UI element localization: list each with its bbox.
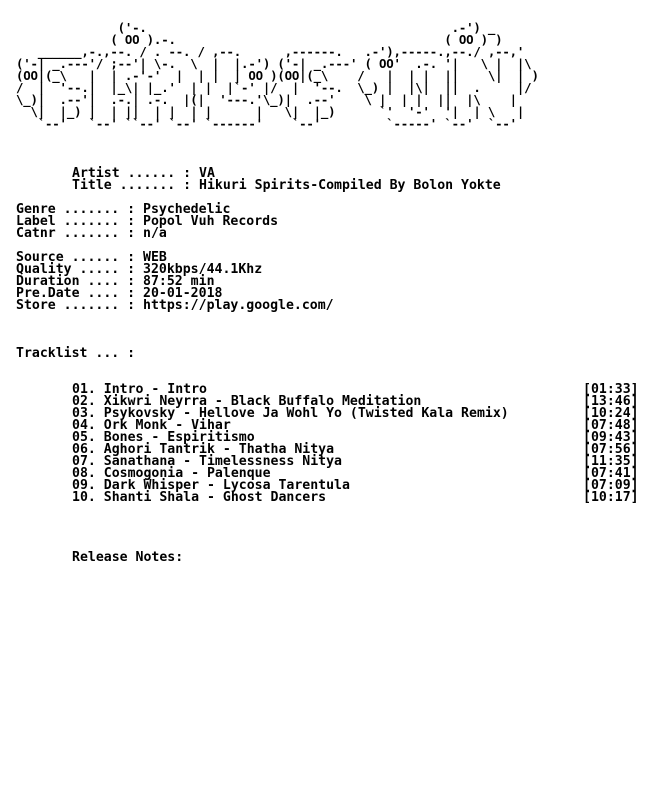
track-title: Shanti Shala - Ghost Dancers bbox=[103, 490, 327, 505]
title-row bbox=[72, 180, 501, 192]
catnr-value: n/a bbox=[143, 226, 167, 241]
quality-value: 320kbps/44.1Khz bbox=[143, 262, 263, 277]
track-title: Xikwri Neyrra - Black Buffalo Meditation bbox=[103, 394, 422, 409]
track-title: Intro - Intro bbox=[103, 382, 207, 397]
track-time: [10:24] bbox=[583, 406, 639, 421]
track-title: Aghori Tantrik - Thatha Nitya bbox=[103, 442, 335, 457]
track-time: [09:43] bbox=[583, 430, 639, 445]
genre-value: Psychedelic bbox=[143, 202, 231, 217]
store-row bbox=[16, 300, 334, 312]
quality-label: Quality ..... : bbox=[16, 262, 144, 277]
ascii-logo: ('-. .-') _ ( OO ).-. ( OO ) ) ______,-.,--. / . --. / ,--. ,------. .-'),-----.,--./ ,--,' ('-| _.---'/ ;--'| \-. \ | |.-') ('-| _.---' ( OO' .-. '| \ | |\ (OO|(_\ | | .-'-' | | | | OO )(OO|(_\ / | | | || \| | ) / | '--.| |_\| |_.' | | |`-' |/ | '--. \_) | |\| || . |/ \_)| .--'| .-.| .-. |(| '---.'\_)| .--' \ | | | || |\ | \| |_) | | || | | | | | \| |_) `' '-' '| | \ | `--' `--' ``--' `--' `------' `--' `-----' `--' `--' bbox=[16, 20, 539, 131]
track-number: 02. bbox=[72, 394, 96, 409]
track-title: Bones - Espiritismo bbox=[103, 430, 255, 445]
track-title: Dark Whisper - Lycosa Tarentula bbox=[103, 478, 350, 493]
label-value: Popol Vuh Records bbox=[143, 214, 279, 229]
title-label: Title ....... : bbox=[72, 178, 200, 193]
track-number: 03. bbox=[72, 406, 96, 421]
track-title: Ork Monk - Vihar bbox=[103, 418, 231, 433]
track-time: [01:33] bbox=[583, 382, 639, 397]
track-number: 08. bbox=[72, 466, 96, 481]
duration-label: Duration .... : bbox=[16, 274, 144, 289]
artist-label: Artist ...... : bbox=[72, 166, 200, 181]
store-label: Store ....... : bbox=[16, 298, 144, 313]
track-title: Psykovsky - Hellove Ja Wohl Yo (Twisted Kala Remix) bbox=[103, 406, 509, 421]
store-value: https://play.google.com/ bbox=[143, 298, 334, 313]
title-value: Hikuri Spirits-Compiled By Bolon Yokte bbox=[199, 178, 501, 193]
track-number: 04. bbox=[72, 418, 96, 433]
track-time: [07:09] bbox=[583, 478, 639, 493]
label-label: Label ....... : bbox=[16, 214, 144, 229]
track-number: 06. bbox=[72, 442, 96, 457]
catnr-row bbox=[16, 228, 167, 240]
track-number: 10. bbox=[72, 490, 96, 505]
track-row bbox=[72, 492, 326, 504]
track-number: 09. bbox=[72, 478, 96, 493]
predate-label: Pre.Date .... : bbox=[16, 286, 144, 301]
track-number: 01. bbox=[72, 382, 96, 397]
source-value: WEB bbox=[143, 250, 167, 265]
tracklist-heading: Tracklist ... : bbox=[16, 346, 136, 361]
track-time: [07:48] bbox=[583, 418, 639, 433]
genre-label: Genre ....... : bbox=[16, 202, 144, 217]
release-notes-heading: Release Notes: bbox=[72, 550, 184, 565]
track-time: [07:56] bbox=[583, 442, 639, 457]
catnr-label: Catnr ....... : bbox=[16, 226, 144, 241]
track-time: [10:17] bbox=[583, 490, 639, 505]
predate-value: 20-01-2018 bbox=[143, 286, 223, 301]
track-title: Sanathana - Timelessness Nitya bbox=[103, 454, 342, 469]
track-time: [11:35] bbox=[583, 454, 639, 469]
artist-value: VA bbox=[199, 166, 215, 181]
source-label: Source ...... : bbox=[16, 250, 144, 265]
duration-value: 87:52 min bbox=[143, 274, 215, 289]
track-time: [13:46] bbox=[583, 394, 639, 409]
track-title: Cosmogonia - Palenque bbox=[103, 466, 271, 481]
track-number: 05. bbox=[72, 430, 96, 445]
track-time: [07:41] bbox=[583, 466, 639, 481]
track-number: 07. bbox=[72, 454, 96, 469]
